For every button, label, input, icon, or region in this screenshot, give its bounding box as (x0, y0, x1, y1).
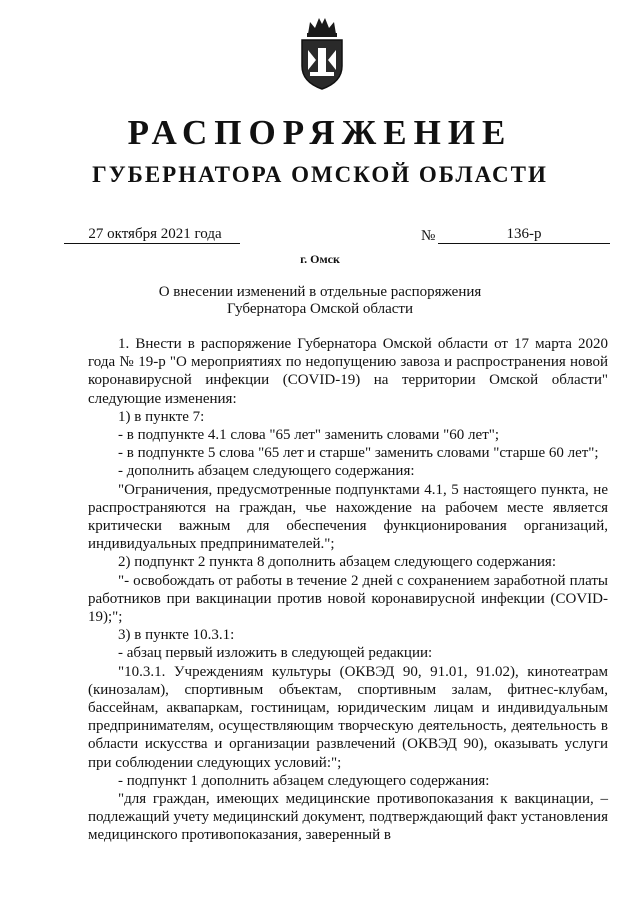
paragraph: - в подпункте 5 слова "65 лет и старше" заменить словами "старше 60 лет"; (118, 445, 599, 462)
paragraph: 1) в пункте 7: (118, 408, 205, 425)
paragraph: "- освобождать от работы в течение 2 дней с сохранением заработной платы работников при вакцинации против новой коронавирусной инфекции (COVID-19);"; (88, 572, 608, 626)
paragraph: 3) в пункте 10.3.1: (118, 627, 235, 644)
number-label: № (421, 228, 436, 244)
coat-of-arms-icon (296, 14, 348, 92)
document-date: 27 октября 2021 года (64, 226, 240, 244)
paragraph: - в подпункте 4.1 слова "65 лет" заменить словами "60 лет"; (118, 427, 500, 444)
paragraph: 2) подпункт 2 пункта 8 дополнить абзацем следующего содержания: (118, 554, 556, 571)
paragraph: "для граждан, имеющих медицинские противопоказания к вакцинации, – подлежащий учету медицинский документ, подтверждающий факт установления медицинского противопоказания, заверенный в (88, 791, 608, 844)
paragraph: "10.3.1. Учреждениям культуры (ОКВЭД 90, 91.01, 91.02), кинотеатрам (кинозалам), спортивным объектам, спортивным залам, фитнес-клубам, бассейнам, аквапаркам, гостиницам, юридическим лицам и индивидуальным предпринимателям, осуществляющим творческую деятельность, деятельность в области искусства и организации развлечений (ОКВЭД 90), оказывать услуги при соблюдении следующих условий:"; (88, 663, 608, 771)
document-subject (0, 284, 640, 318)
document-type-title: РАСПОРЯЖЕНИЕ (127, 113, 513, 152)
document-number: 136-р (438, 226, 610, 244)
paragraph: - подпункт 1 дополнить абзацем следующего содержания: (118, 772, 490, 789)
paragraph: - дополнить абзацем следующего содержания: (118, 463, 415, 480)
subject-line-1: О внесении изменений в отдельные распоряжения (158, 284, 482, 300)
paragraph: "Ограничения, предусмотренные подпунктами 4.1, 5 настоящего пункта, не распространяются на граждан, чье нахождение на рабочем месте является критически важным для обеспечения функционирования организаций, индивидуальных предпринимателей."; (88, 481, 608, 553)
city: г. Омск (300, 252, 340, 266)
subject-line-2: Губернатора Омской области (227, 301, 413, 317)
paragraph: - абзац первый изложить в следующей редакции: (118, 645, 433, 662)
document-body (88, 335, 608, 845)
issuer-title: ГУБЕРНАТОРА ОМСКОЙ ОБЛАСТИ (92, 162, 548, 187)
paragraph: 1. Внести в распоряжение Губернатора Омской области от 17 марта 2020 года № 19-р "О мероприятиях по недопущению завоза и распространения новой коронавирусной инфекции (COVID-19) на территории Омской области" следующие изменения: (88, 336, 608, 407)
